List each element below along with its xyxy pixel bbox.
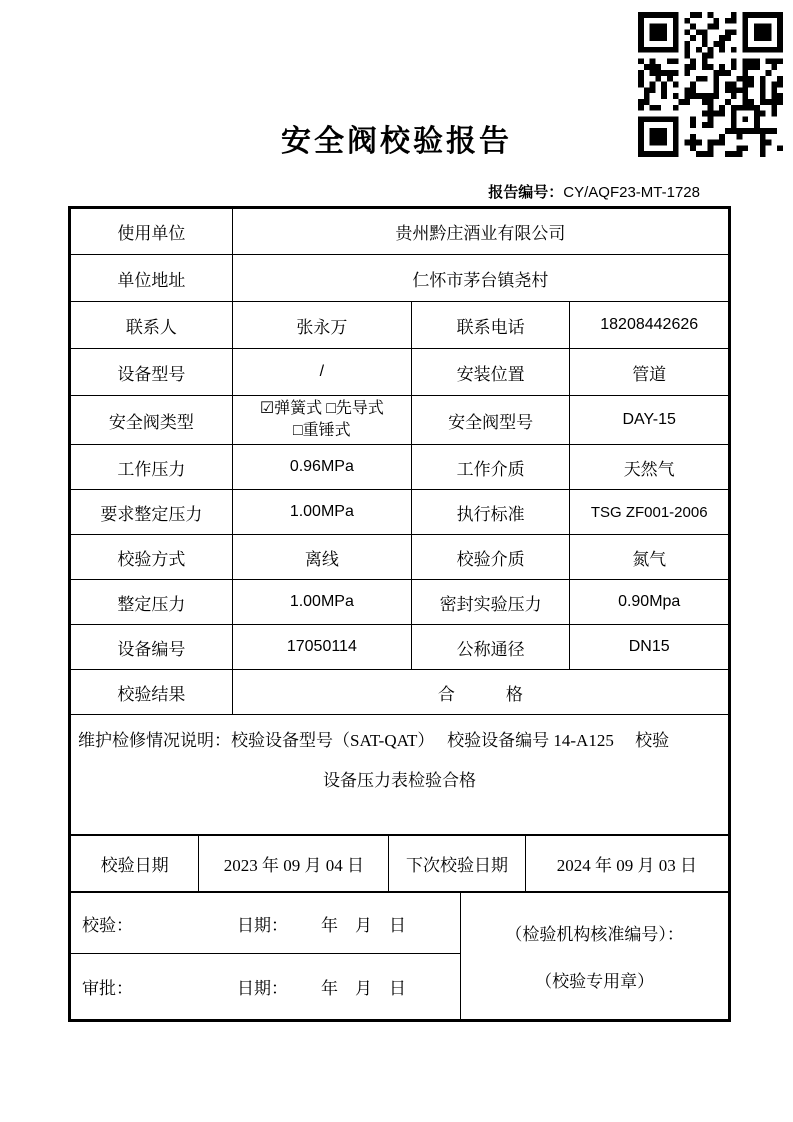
report-table bbox=[68, 206, 731, 1022]
maintenance-note-line2: 设备压力表检验合格 bbox=[323, 771, 476, 790]
working-medium-label: 工作介质 bbox=[411, 445, 570, 490]
required-set-pressure-label: 要求整定压力 bbox=[71, 490, 233, 535]
valve-model-value: DAY-15 bbox=[570, 396, 729, 445]
calibrator-sign-cell bbox=[71, 893, 461, 954]
use-unit-value: 贵州黔庄酒业有限公司 bbox=[232, 209, 728, 255]
seal-test-pressure-label: 密封实验压力 bbox=[411, 580, 570, 625]
device-number-label: 设备编号 bbox=[71, 625, 233, 670]
device-number-value: 17050114 bbox=[232, 625, 411, 670]
valve-type-label: 安全阀类型 bbox=[71, 396, 233, 445]
seal-test-pressure-value: 0.90Mpa bbox=[570, 580, 729, 625]
contact-phone-label: 联系电话 bbox=[411, 302, 570, 349]
next-calibration-date-label: 下次校验日期 bbox=[389, 836, 525, 892]
set-pressure-value: 1.00MPa bbox=[232, 580, 411, 625]
maintenance-note-cell bbox=[71, 715, 729, 835]
install-location-label: 安装位置 bbox=[411, 349, 570, 396]
install-location-value: 管道 bbox=[570, 349, 729, 396]
working-pressure-value: 0.96MPa bbox=[232, 445, 411, 490]
working-pressure-label: 工作压力 bbox=[71, 445, 233, 490]
unit-address-label: 单位地址 bbox=[71, 255, 233, 302]
use-unit-label: 使用单位 bbox=[71, 209, 233, 255]
working-medium-value: 天然气 bbox=[570, 445, 729, 490]
page-title: 安全阀校验报告 bbox=[281, 125, 512, 158]
device-model-label: 设备型号 bbox=[71, 349, 233, 396]
stamp-cell bbox=[461, 893, 729, 1020]
set-pressure-label: 整定压力 bbox=[71, 580, 233, 625]
approver-date-label: 日期： bbox=[237, 979, 288, 998]
calibrator-label: 校验： bbox=[82, 915, 133, 935]
approver-ymd: 年 月 日 bbox=[321, 979, 406, 998]
contact-phone-value: 18208442626 bbox=[570, 302, 729, 349]
unit-address-value: 仁怀市茅台镇尧村 bbox=[232, 255, 728, 302]
nominal-diameter-label: 公称通径 bbox=[411, 625, 570, 670]
nominal-diameter-value: DN15 bbox=[570, 625, 729, 670]
report-number bbox=[68, 181, 700, 202]
report-number-label: 报告编号： bbox=[488, 185, 564, 201]
contact-person-value: 张永万 bbox=[232, 302, 411, 349]
valve-model-label: 安全阀型号 bbox=[411, 396, 570, 445]
approver-sign-cell bbox=[71, 954, 461, 1020]
calibration-method-label: 校验方式 bbox=[71, 535, 233, 580]
calibrator-date-label: 日期： bbox=[237, 915, 288, 935]
approver-label: 审批： bbox=[82, 979, 133, 998]
calibration-medium-value: 氮气 bbox=[570, 535, 729, 580]
next-calibration-date-value: 2024 年 09 月 03 日 bbox=[525, 836, 728, 892]
calibrator-ymd: 年 月 日 bbox=[321, 915, 406, 935]
date-table bbox=[70, 835, 729, 892]
checkbox-pilot-type: □先导式 bbox=[326, 400, 384, 417]
device-model-value: / bbox=[232, 349, 411, 396]
calibration-date-value: 2023 年 09 月 04 日 bbox=[199, 836, 389, 892]
valve-type-checkboxes bbox=[232, 396, 411, 445]
calibration-result-label: 校验结果 bbox=[71, 670, 233, 715]
report-number-value: CY/AQF23-MT-1728 bbox=[563, 184, 700, 201]
maintenance-note-line1: 维护检修情况说明：校验设备型号（SAT-QAT） 校验设备编号 14-A125 校验 bbox=[78, 731, 670, 750]
standard-value: TSG ZF001-2006 bbox=[570, 490, 729, 535]
calibration-method-value: 离线 bbox=[232, 535, 411, 580]
calibration-medium-label: 校验介质 bbox=[411, 535, 570, 580]
calibration-date-label: 校验日期 bbox=[71, 836, 199, 892]
main-table bbox=[70, 208, 729, 835]
required-set-pressure-value: 1.00MPa bbox=[232, 490, 411, 535]
inspection-org-approval-no: （检验机构核准编号）： bbox=[505, 925, 684, 944]
calibration-seal-label: （校验专用章） bbox=[535, 972, 655, 991]
signature-table bbox=[70, 892, 729, 1020]
checkbox-spring-type: ☑弹簧式 bbox=[259, 400, 323, 417]
contact-person-label: 联系人 bbox=[71, 302, 233, 349]
standard-label: 执行标准 bbox=[411, 490, 570, 535]
calibration-result-value: 合 格 bbox=[232, 670, 728, 715]
checkbox-weight-type: □重锤式 bbox=[293, 422, 351, 439]
